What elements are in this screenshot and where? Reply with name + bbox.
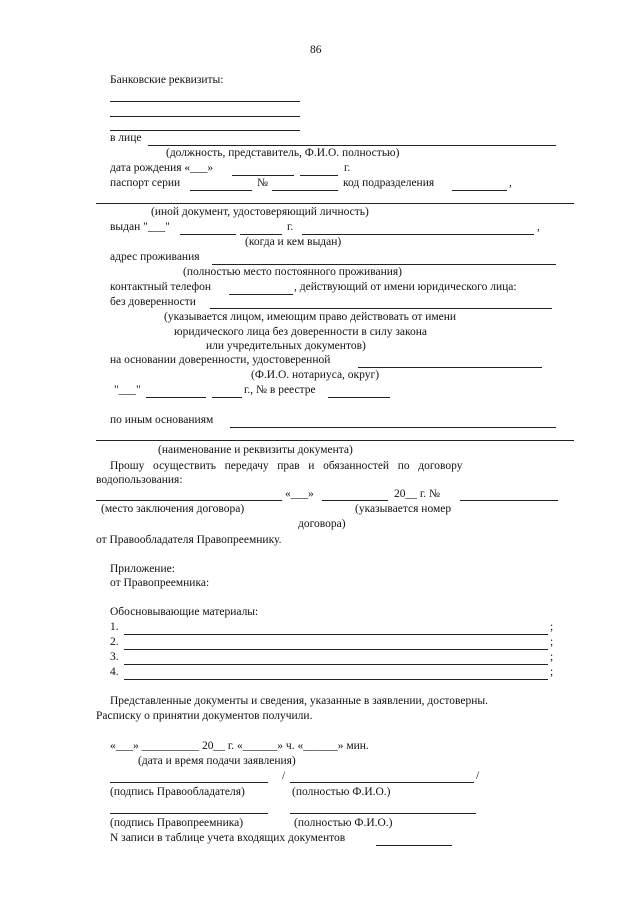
passport-number-field[interactable] <box>272 190 338 191</box>
other-grounds-field-2[interactable] <box>96 440 574 441</box>
issued-comma: , <box>537 221 540 233</box>
successor-name-hint: (полностью Ф.И.О.) <box>294 817 393 829</box>
birth-year-field[interactable] <box>300 175 338 176</box>
material-item-end: ; <box>550 651 554 663</box>
holder-signature-field[interactable] <box>110 782 268 783</box>
material-item-field[interactable] <box>124 634 548 635</box>
in-face-hint: (должность, представитель, Ф.И.О. полностью) <box>166 147 400 159</box>
contract-year-label: 20__ г. № <box>394 488 441 500</box>
notary-hint: (Ф.И.О. нотариуса, округ) <box>251 369 380 381</box>
address-label: адрес проживания <box>110 251 200 263</box>
material-item-number: 2. <box>110 636 119 648</box>
successor-name-field[interactable] <box>290 813 476 814</box>
issued-year-field[interactable] <box>240 234 282 235</box>
division-code-label: код подразделения <box>343 177 435 189</box>
contract-number-field[interactable] <box>460 500 558 501</box>
in-face-label: в лице <box>110 132 142 144</box>
material-item-field[interactable] <box>124 679 548 680</box>
proxy-registry-label: г., № в реестре <box>244 384 316 396</box>
bank-details-title: Банковские реквизиты: <box>110 74 224 86</box>
no-proxy-hint-1: (указывается лицом, имеющим право действовать от имени <box>164 311 457 323</box>
holder-name-slash-open: / <box>282 770 286 782</box>
contract-place-field[interactable] <box>96 500 282 501</box>
contract-date-open: «___» <box>285 488 314 500</box>
holder-name-hint: (полностью Ф.И.О.) <box>292 786 391 798</box>
passport-comma: , <box>509 177 512 189</box>
appendix-from: от Правопреемника: <box>110 577 210 589</box>
page-number: 86 <box>310 44 322 56</box>
birth-month-field[interactable] <box>232 175 294 176</box>
request-text-line-1: Прошу осуществить передачу прав и обязанностей по договору <box>110 460 463 472</box>
birth-date-label: дата рождения «___» <box>110 162 214 174</box>
proxy-date-open: "___" <box>114 384 141 396</box>
no-proxy-field[interactable] <box>210 308 552 309</box>
materials-title: Обосновывающие материалы: <box>110 606 259 618</box>
birth-year-label: г. <box>344 162 351 174</box>
issued-month-field[interactable] <box>180 234 236 235</box>
phone-label: контактный телефон <box>110 281 212 293</box>
bank-line-2[interactable] <box>110 116 300 117</box>
other-grounds-field[interactable] <box>230 427 556 428</box>
contract-number-hint-1: (указывается номер <box>355 503 452 515</box>
proxy-label: на основании доверенности, удостоверенной <box>110 354 331 366</box>
other-doc-field[interactable] <box>96 203 574 204</box>
material-item-number: 3. <box>110 651 119 663</box>
material-item-number: 4. <box>110 666 119 678</box>
proxy-registry-field[interactable] <box>328 397 390 398</box>
phone-suffix: , действующий от имени юридического лица: <box>294 281 517 293</box>
material-item-end: ; <box>550 666 554 678</box>
appendix-title: Приложение: <box>110 563 175 575</box>
contract-place-hint: (место заключения договора) <box>101 503 245 515</box>
material-item-field[interactable] <box>124 664 548 665</box>
no-proxy-label: без доверенности <box>110 296 196 308</box>
other-doc-hint: (иной документ, удостоверяющий личность) <box>151 206 369 218</box>
address-hint: (полностью место постоянного проживания) <box>183 266 403 278</box>
proxy-year-field[interactable] <box>212 397 242 398</box>
contract-number-hint-2: договора) <box>298 518 346 530</box>
no-proxy-hint-2: юридического лица без доверенности в силу закона <box>174 326 427 338</box>
issued-hint: (когда и кем выдан) <box>245 236 342 248</box>
proxy-month-field[interactable] <box>146 397 206 398</box>
material-item-end: ; <box>550 621 554 633</box>
holder-signature-hint: (подпись Правообладателя) <box>110 786 245 798</box>
passport-series-label: паспорт серии <box>110 177 181 189</box>
passport-series-field[interactable] <box>190 190 252 191</box>
successor-signature-hint: (подпись Правопреемника) <box>110 817 244 829</box>
phone-field[interactable] <box>229 294 293 295</box>
passport-number-label: № <box>257 177 268 189</box>
confirmation-line-1: Представленные документы и сведения, указанные в заявлении, достоверны. <box>110 695 489 707</box>
submission-datetime: «___» __________ 20__ г. «______» ч. «______» мин. <box>110 740 369 752</box>
proxy-notary-field[interactable] <box>358 367 542 368</box>
document-hint: (наименование и реквизиты документа) <box>158 444 353 456</box>
address-field[interactable] <box>212 264 556 265</box>
material-item-end: ; <box>550 636 554 648</box>
no-proxy-hint-3: или учредительных документов) <box>206 340 366 352</box>
confirmation-line-2: Расписку о принятии документов получили. <box>96 710 313 722</box>
holder-name-field[interactable] <box>290 782 474 783</box>
request-text-line-2: водопользования: <box>96 474 183 486</box>
issued-by-field[interactable] <box>302 234 534 235</box>
material-item-number: 1. <box>110 621 119 633</box>
successor-signature-field[interactable] <box>110 813 268 814</box>
issued-year-label: г. <box>287 221 294 233</box>
issued-label: выдан "___" <box>110 221 170 233</box>
other-grounds-label: по иным основаниям <box>110 414 214 426</box>
registry-number-label: N записи в таблице учета входящих документов <box>110 832 346 844</box>
bank-line-1[interactable] <box>110 101 300 102</box>
holder-name-slash-close: / <box>476 770 480 782</box>
submission-datetime-hint: (дата и время подачи заявления) <box>138 755 296 767</box>
bank-line-3[interactable] <box>110 130 300 131</box>
division-code-field[interactable] <box>452 190 507 191</box>
material-item-field[interactable] <box>124 649 548 650</box>
registry-number-field[interactable] <box>376 845 452 846</box>
from-holder-to-successor: от Правообладателя Правопреемнику. <box>96 534 282 546</box>
in-face-field[interactable] <box>148 145 556 146</box>
contract-month-field[interactable] <box>322 500 388 501</box>
